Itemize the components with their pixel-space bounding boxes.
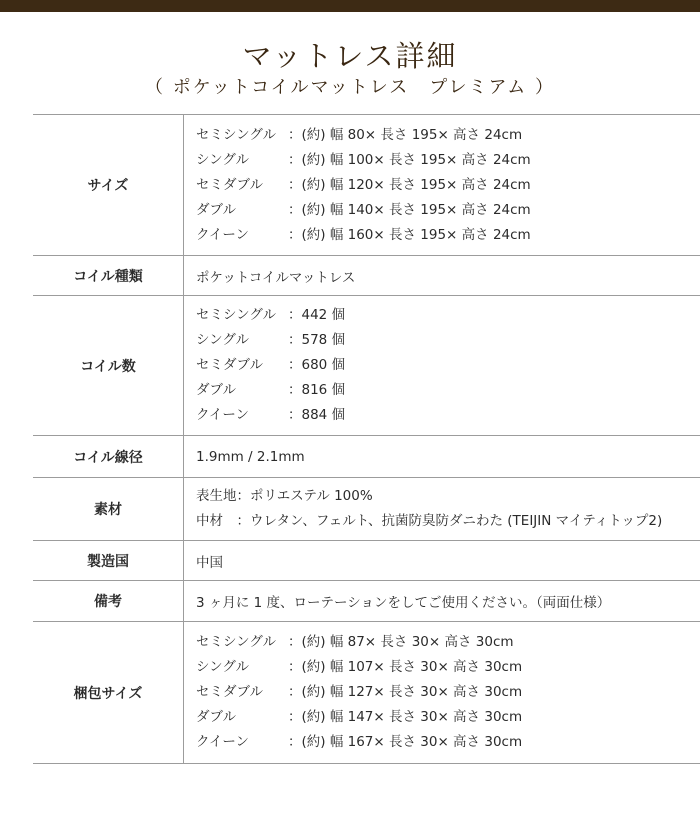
product-size-value: ：(約) 幅 100× 長さ 195× 高さ 24cm bbox=[288, 151, 531, 168]
spec-label: コイル線径 bbox=[33, 436, 184, 477]
spec-value bbox=[184, 296, 700, 435]
product-size-name: シングル bbox=[196, 151, 249, 168]
package-line bbox=[196, 680, 700, 705]
coil-count-value: ：442 個 bbox=[288, 307, 346, 323]
spec-row-coil-count bbox=[33, 296, 700, 436]
product-size-name: クイーン bbox=[196, 407, 250, 423]
count-line bbox=[196, 303, 700, 328]
product-size-name: シングル bbox=[196, 332, 249, 348]
spec-row-material bbox=[33, 478, 700, 541]
package-size-value: ：(約) 幅 107× 長さ 30× 高さ 30cm bbox=[288, 659, 523, 675]
count-line bbox=[196, 403, 700, 428]
count-line bbox=[196, 378, 700, 403]
size-line bbox=[196, 123, 700, 148]
spec-label: 梱包サイズ bbox=[33, 622, 184, 763]
spec-value: 中国 bbox=[196, 554, 223, 571]
size-line bbox=[196, 198, 700, 223]
material-name: 中材 bbox=[196, 513, 237, 529]
spec-value: 1.9mm / 2.1mm bbox=[196, 448, 305, 465]
product-size-name: セミダブル bbox=[196, 357, 263, 373]
coil-count-value: ：680 個 bbox=[288, 357, 346, 373]
size-line bbox=[196, 148, 700, 173]
product-size-value: ：(約) 幅 140× 長さ 195× 高さ 24cm bbox=[288, 201, 531, 218]
product-size-name: ダブル bbox=[196, 382, 236, 398]
spec-label: 素材 bbox=[33, 478, 184, 540]
material-value: ：ポリエステル 100% bbox=[236, 488, 373, 504]
coil-count-value: ：578 個 bbox=[288, 332, 346, 348]
package-size-value: ：(約) 幅 147× 長さ 30× 高さ 30cm bbox=[288, 709, 523, 725]
product-size-name: セミダブル bbox=[196, 176, 263, 193]
product-size-name: ダブル bbox=[196, 709, 236, 725]
spec-table bbox=[33, 114, 700, 764]
spec-row-package-size bbox=[33, 622, 700, 764]
top-bar bbox=[0, 0, 700, 12]
count-line bbox=[196, 353, 700, 378]
product-size-name: セミダブル bbox=[196, 684, 263, 700]
spec-row-origin bbox=[33, 541, 700, 581]
size-line bbox=[196, 173, 700, 198]
product-size-name: シングル bbox=[196, 659, 249, 675]
spec-label: コイル種類 bbox=[33, 256, 184, 295]
product-size-value: ：(約) 幅 80× 長さ 195× 高さ 24cm bbox=[288, 126, 523, 143]
spec-row-coil-type bbox=[33, 256, 700, 296]
spec-label: コイル数 bbox=[33, 296, 184, 435]
spec-row-size bbox=[33, 115, 700, 256]
product-size-name: クイーン bbox=[196, 734, 250, 750]
coil-count-value: ：816 個 bbox=[288, 382, 346, 398]
spec-row-notes bbox=[33, 581, 700, 622]
coil-count-value: ：884 個 bbox=[288, 407, 346, 423]
package-line bbox=[196, 730, 700, 755]
page-subtitle: （ ポケットコイルマットレス プレミアム ） bbox=[144, 77, 556, 98]
product-size-name: セミシングル bbox=[196, 126, 276, 143]
package-size-value: ：(約) 幅 127× 長さ 30× 高さ 30cm bbox=[288, 684, 523, 700]
spec-value: 3 ヶ月に 1 度、ローテーションをしてご使用ください。（両面仕様） bbox=[196, 595, 611, 611]
product-size-name: クイーン bbox=[196, 226, 250, 243]
count-line bbox=[196, 328, 700, 353]
spec-value bbox=[184, 622, 700, 763]
package-size-value: ：(約) 幅 87× 長さ 30× 高さ 30cm bbox=[288, 634, 514, 650]
spec-label: サイズ bbox=[33, 115, 184, 255]
material-line bbox=[196, 484, 700, 509]
product-size-value: ：(約) 幅 120× 長さ 195× 高さ 24cm bbox=[288, 176, 531, 193]
page-title: マットレス詳細 bbox=[242, 39, 458, 73]
product-size-name: ダブル bbox=[196, 201, 236, 218]
package-line bbox=[196, 705, 700, 730]
material-line bbox=[196, 509, 700, 534]
spec-label: 製造国 bbox=[33, 541, 184, 580]
spec-label: 備考 bbox=[33, 581, 184, 621]
product-size-value: ：(約) 幅 160× 長さ 195× 高さ 24cm bbox=[288, 226, 531, 243]
product-size-name: セミシングル bbox=[196, 307, 276, 323]
spec-row-coil-wire bbox=[33, 436, 700, 478]
package-line bbox=[196, 655, 700, 680]
spec-value: ポケットコイルマットレス bbox=[196, 269, 356, 286]
product-size-name: セミシングル bbox=[196, 634, 276, 650]
spec-value bbox=[184, 478, 700, 540]
material-value: ：ウレタン、フェルト、抗菌防臭防ダニわた (TEIJIN マイティトップ2) bbox=[236, 513, 663, 529]
material-name: 表生地 bbox=[196, 488, 237, 504]
spec-value bbox=[184, 115, 700, 255]
size-line bbox=[196, 223, 700, 248]
package-line bbox=[196, 630, 700, 655]
package-size-value: ：(約) 幅 167× 長さ 30× 高さ 30cm bbox=[288, 734, 523, 750]
